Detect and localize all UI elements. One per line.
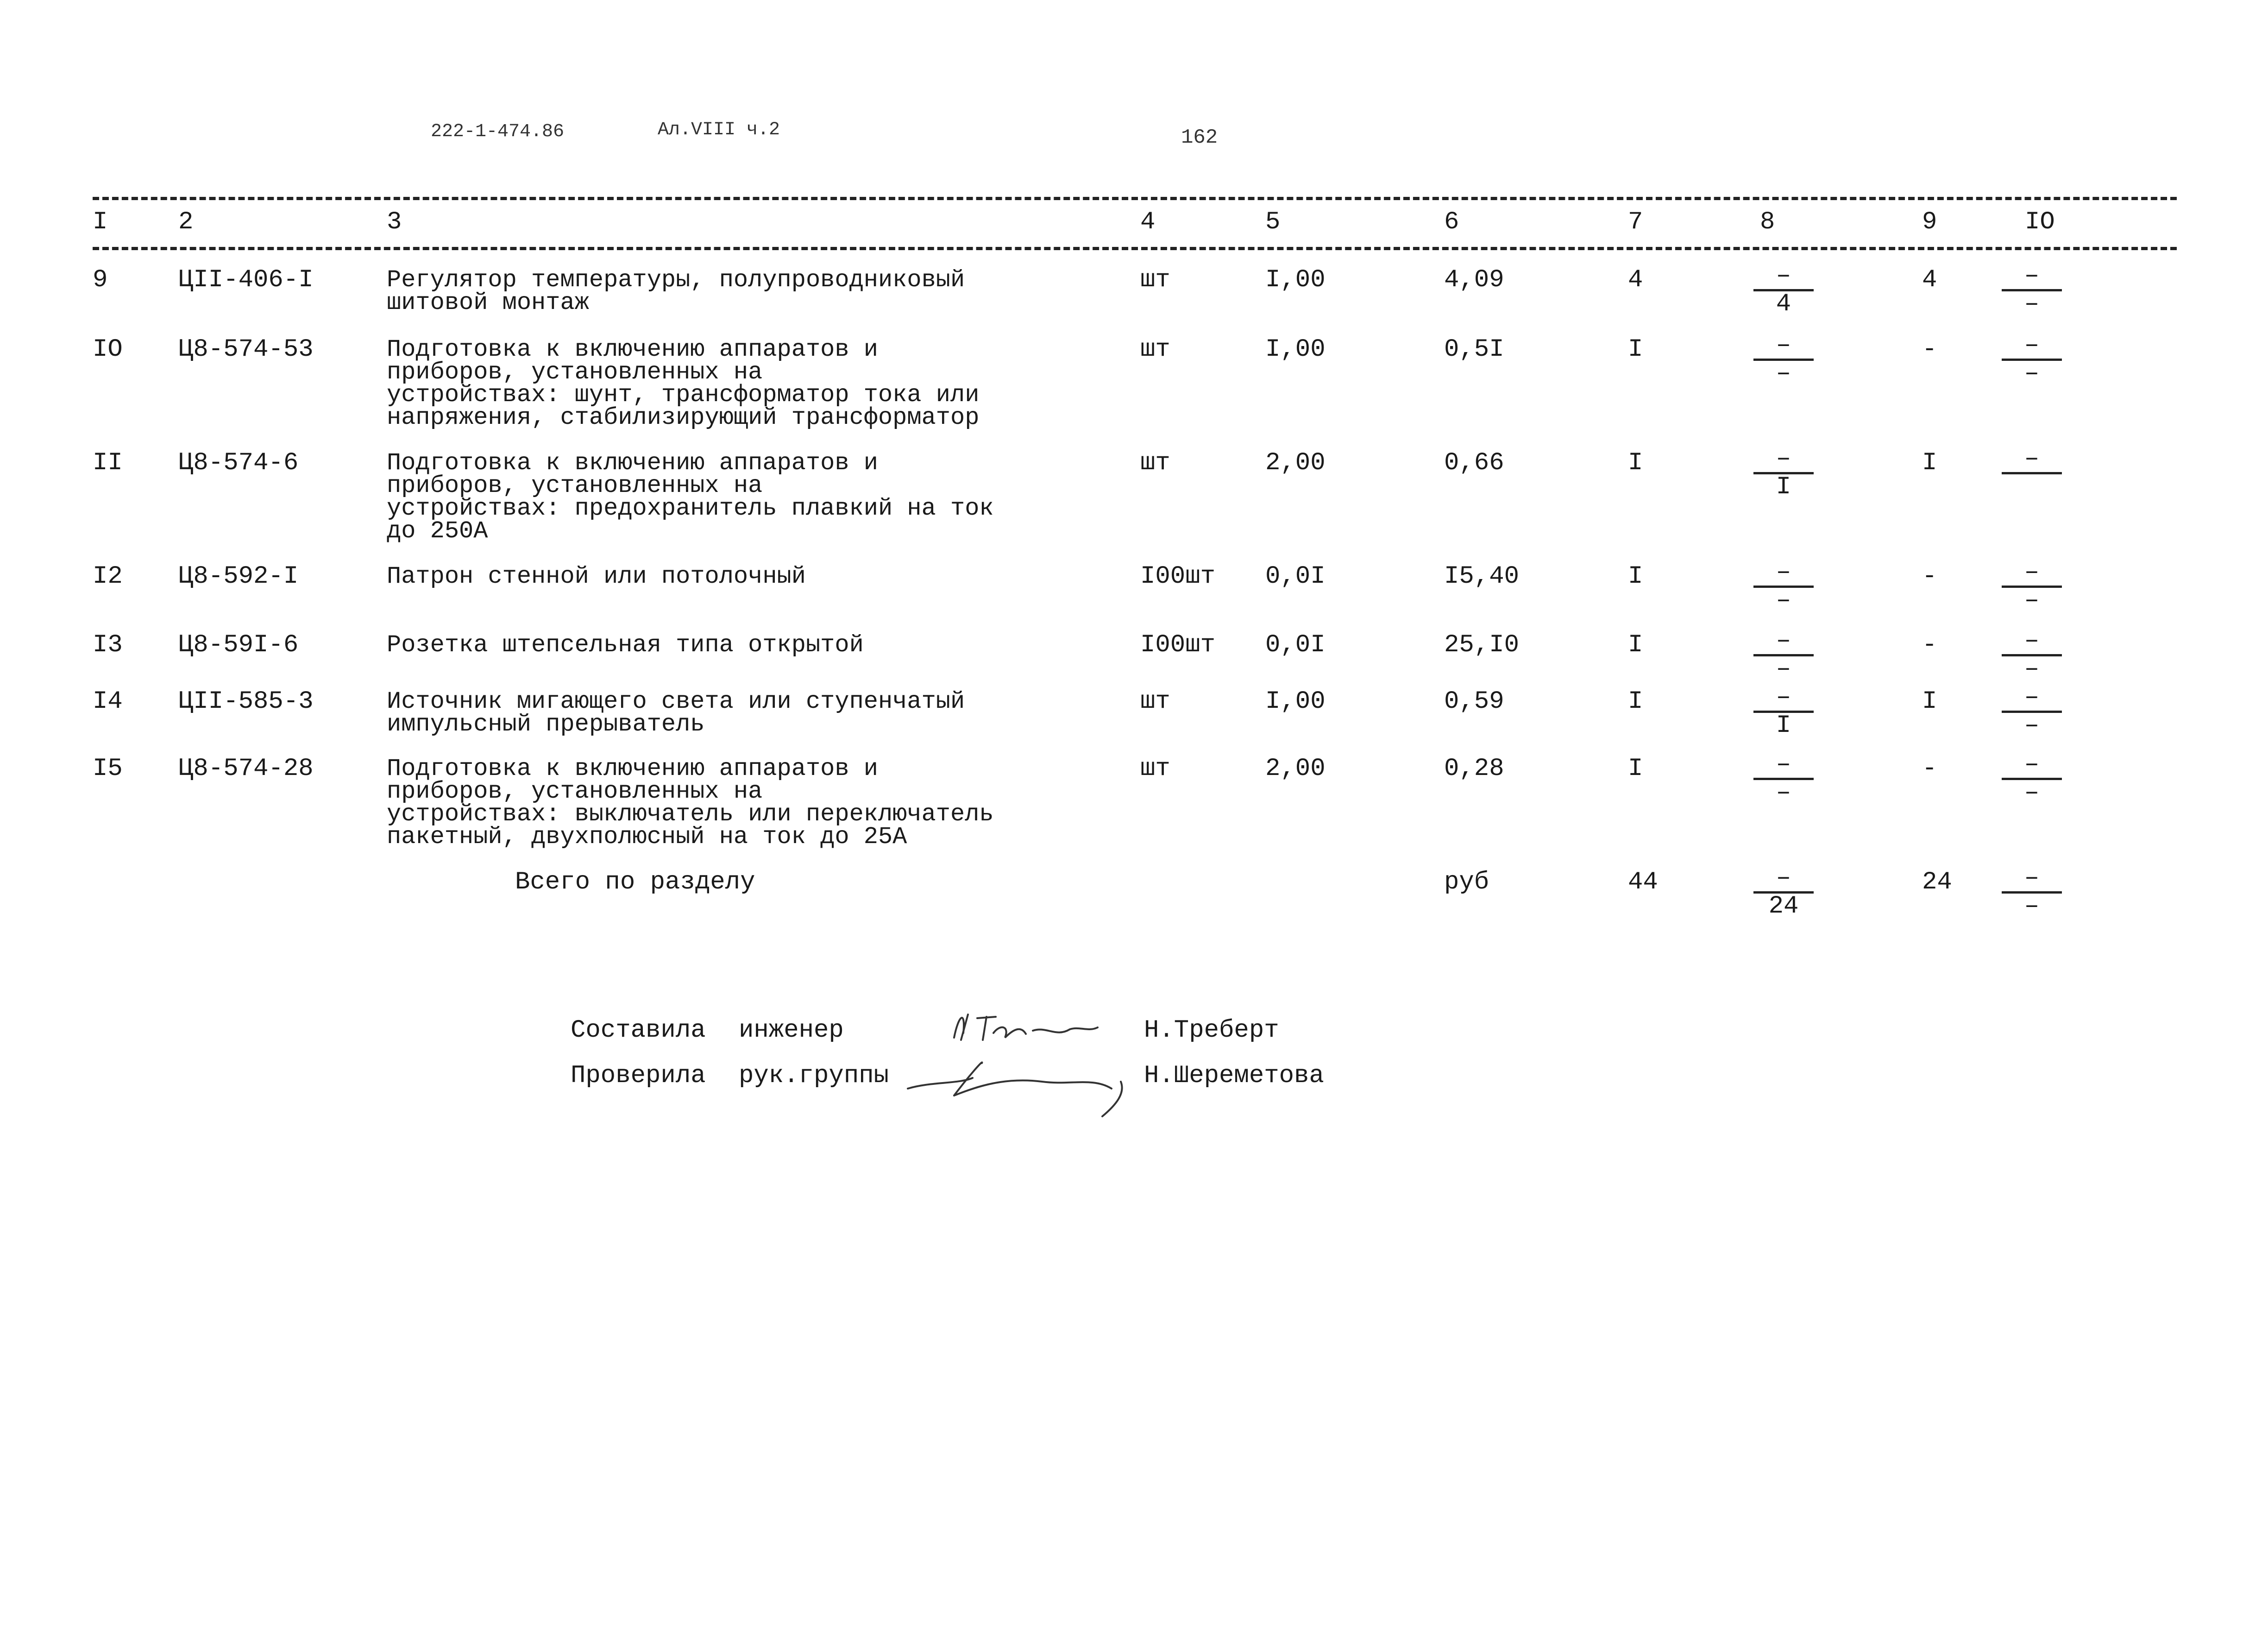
rate-code: Ц8-574-28 [178, 755, 314, 783]
work-description [387, 565, 806, 588]
col7-value: 4 [1628, 266, 1643, 294]
col10-fraction [2002, 446, 2062, 500]
column-number-6: 6 [1444, 208, 1459, 236]
col9-value: - [1922, 755, 1937, 783]
fraction-denominator: I [1776, 473, 1791, 501]
col7-value: I [1628, 687, 1643, 716]
col7-value: I [1628, 335, 1643, 364]
fraction-numerator: – [2024, 627, 2040, 655]
column-number-4: 4 [1140, 208, 1156, 236]
fraction-denominator: – [2024, 712, 2040, 740]
col9-value: I [1922, 687, 1937, 716]
compiled-by-label: Составила [571, 1016, 706, 1045]
unit-of-measure: I00шт [1140, 631, 1216, 659]
col8-fraction [1753, 628, 1814, 682]
column-number-10: IO [2025, 208, 2055, 236]
col7-value: I [1628, 562, 1643, 591]
description-line: Подготовка к включению аппаратов и [387, 755, 878, 782]
col9-value: - [1922, 631, 1937, 659]
page-number: 162 [1181, 126, 1218, 149]
fraction-denominator: – [2024, 290, 2040, 318]
description-line: пакетный, двухполюсный на ток до 25А [387, 823, 907, 850]
unit-price: 0,28 [1444, 755, 1504, 783]
col9-value: - [1922, 562, 1937, 591]
fraction-denominator: 4 [1776, 290, 1791, 318]
fraction-numerator: – [1776, 262, 1791, 290]
rate-code: ЦII-585-3 [178, 687, 314, 716]
fraction-numerator: – [2024, 331, 2040, 359]
fraction-denominator: – [2024, 586, 2040, 615]
description-line: Патрон стенной или потолочный [387, 563, 806, 590]
col8-fraction [1753, 685, 1814, 739]
description-line: напряжения, стабилизирующий трансформатор [387, 404, 980, 431]
checked-by-label: Проверила [571, 1062, 706, 1090]
unit-of-measure: шт [1140, 755, 1170, 783]
unit-price: 0,66 [1444, 449, 1504, 477]
checker-role: рук.группы [739, 1062, 889, 1090]
fraction-numerator: – [2024, 445, 2040, 473]
col10-fraction [2002, 628, 2062, 682]
column-number-1: I [93, 208, 108, 236]
rate-code: Ц8-59I-6 [178, 631, 299, 659]
fraction-numerator: – [2024, 864, 2040, 892]
album-reference: Ал.VIII ч.2 [658, 120, 780, 140]
fraction-denominator: – [1776, 586, 1791, 615]
row-number: 9 [93, 266, 108, 294]
col8-fraction [1753, 752, 1814, 806]
column-number-2: 2 [178, 208, 194, 236]
unit-of-measure: шт [1140, 449, 1170, 477]
checker-name: Н.Шереметова [1144, 1062, 1324, 1090]
fraction-numerator: – [1776, 627, 1791, 655]
quantity: I,00 [1265, 335, 1326, 364]
col7-value: I [1628, 755, 1643, 783]
description-line: Источник мигающего света или ступенчатый [387, 688, 965, 715]
description-line: приборов, установленных на [387, 472, 763, 499]
fraction-numerator: – [1776, 750, 1791, 779]
quantity: 2,00 [1265, 755, 1326, 783]
description-line: Регулятор температуры, полупроводниковый [387, 266, 965, 294]
fraction-numerator: – [1776, 864, 1791, 892]
document-code: 222-1-474.86 [431, 121, 565, 142]
fraction-denominator [2002, 474, 2062, 500]
fraction-numerator: – [2024, 750, 2040, 779]
total-col8-fraction [1753, 865, 1814, 920]
col8-fraction [1753, 560, 1814, 614]
column-number-7: 7 [1628, 208, 1643, 236]
work-description [387, 449, 994, 545]
description-line: приборов, установленных на [387, 359, 763, 386]
fraction-numerator: – [1776, 445, 1791, 473]
description-line: устройствах: шунт, трансформатор тока или [387, 381, 980, 409]
column-number-3: 3 [387, 208, 402, 236]
compiler-signature [940, 1005, 1107, 1047]
header-top-rule [93, 197, 2177, 200]
column-number-8: 8 [1760, 208, 1775, 236]
fraction-numerator: – [2024, 683, 2040, 712]
col9-value: 4 [1922, 266, 1937, 294]
fraction-numerator: – [2024, 558, 2040, 586]
fraction-numerator: – [2024, 262, 2040, 290]
work-description [387, 757, 994, 848]
total-label: Всего по разделу [515, 868, 755, 896]
quantity: 2,00 [1265, 449, 1326, 477]
rate-code: Ц8-574-53 [178, 335, 314, 364]
rate-code: Ц8-574-6 [178, 449, 299, 477]
description-line: Розетка штепсельная типа открытой [387, 631, 864, 659]
unit-of-measure: шт [1140, 266, 1170, 294]
col10-fraction [2002, 752, 2062, 806]
header-bottom-rule [93, 247, 2177, 250]
fraction-denominator: – [1776, 779, 1791, 807]
column-number-9: 9 [1922, 208, 1937, 236]
fraction-denominator: – [2024, 779, 2040, 807]
unit-price: 25,I0 [1444, 631, 1520, 659]
fraction-denominator: – [2024, 359, 2040, 388]
col8-fraction [1753, 333, 1814, 387]
work-description [387, 266, 965, 316]
rate-code: ЦII-406-I [178, 266, 314, 294]
unit-of-measure: шт [1140, 335, 1170, 364]
description-line: до 250А [387, 517, 488, 545]
checker-signature [903, 1049, 1144, 1119]
col9-value: - [1922, 335, 1937, 364]
compiler-name: Н.Треберт [1144, 1016, 1279, 1045]
column-number-5: 5 [1265, 208, 1281, 236]
total-col7: 44 [1628, 868, 1658, 896]
row-number: I4 [93, 687, 123, 716]
description-line: устройствах: выключатель или переключатель [387, 800, 994, 828]
description-line: Подготовка к включению аппаратов и [387, 336, 878, 363]
col10-fraction [2002, 685, 2062, 739]
col10-fraction [2002, 263, 2062, 317]
total-col10-fraction [2002, 865, 2062, 920]
fraction-numerator: – [1776, 331, 1791, 359]
fraction-denominator: – [2024, 655, 2040, 683]
col7-value: I [1628, 631, 1643, 659]
row-number: I3 [93, 631, 123, 659]
work-description [387, 690, 965, 736]
row-number: I5 [93, 755, 123, 783]
unit-price: 0,59 [1444, 687, 1504, 716]
row-number: IO [93, 335, 123, 364]
total-col9: 24 [1922, 868, 1952, 896]
fraction-denominator: – [1776, 655, 1791, 683]
col10-fraction [2002, 333, 2062, 387]
col10-fraction [2002, 560, 2062, 614]
row-number: I2 [93, 562, 123, 591]
total-unit: руб [1444, 868, 1489, 896]
fraction-numerator: – [1776, 683, 1791, 712]
col7-value: I [1628, 449, 1643, 477]
compiler-role: инженер [739, 1016, 844, 1045]
quantity: I,00 [1265, 266, 1326, 294]
description-line: устройствах: предохранитель плавкий на ток [387, 495, 994, 522]
fraction-numerator: – [1776, 558, 1791, 586]
unit-of-measure: I00шт [1140, 562, 1216, 591]
row-number: II [93, 449, 123, 477]
work-description [387, 338, 979, 429]
col8-fraction [1753, 263, 1814, 317]
fraction-denominator: – [1776, 359, 1791, 388]
unit-price: 4,09 [1444, 266, 1504, 294]
description-line: Подготовка к включению аппаратов и [387, 449, 878, 477]
rate-code: Ц8-592-I [178, 562, 299, 591]
quantity: 0,0I [1265, 562, 1326, 591]
description-line: импульсный прерыватель [387, 711, 705, 738]
description-line: приборов, установленных на [387, 778, 763, 805]
quantity: I,00 [1265, 687, 1326, 716]
quantity: 0,0I [1265, 631, 1326, 659]
unit-price: 0,5I [1444, 335, 1504, 364]
description-line: шитовой монтаж [387, 289, 589, 316]
fraction-denominator: I [1776, 712, 1791, 740]
unit-of-measure: шт [1140, 687, 1170, 716]
fraction-denominator: – [2024, 892, 2040, 920]
col8-fraction [1753, 446, 1814, 500]
work-description [387, 631, 864, 659]
unit-price: I5,40 [1444, 562, 1520, 591]
col9-value: I [1922, 449, 1937, 477]
fraction-denominator: 24 [1768, 892, 1799, 920]
